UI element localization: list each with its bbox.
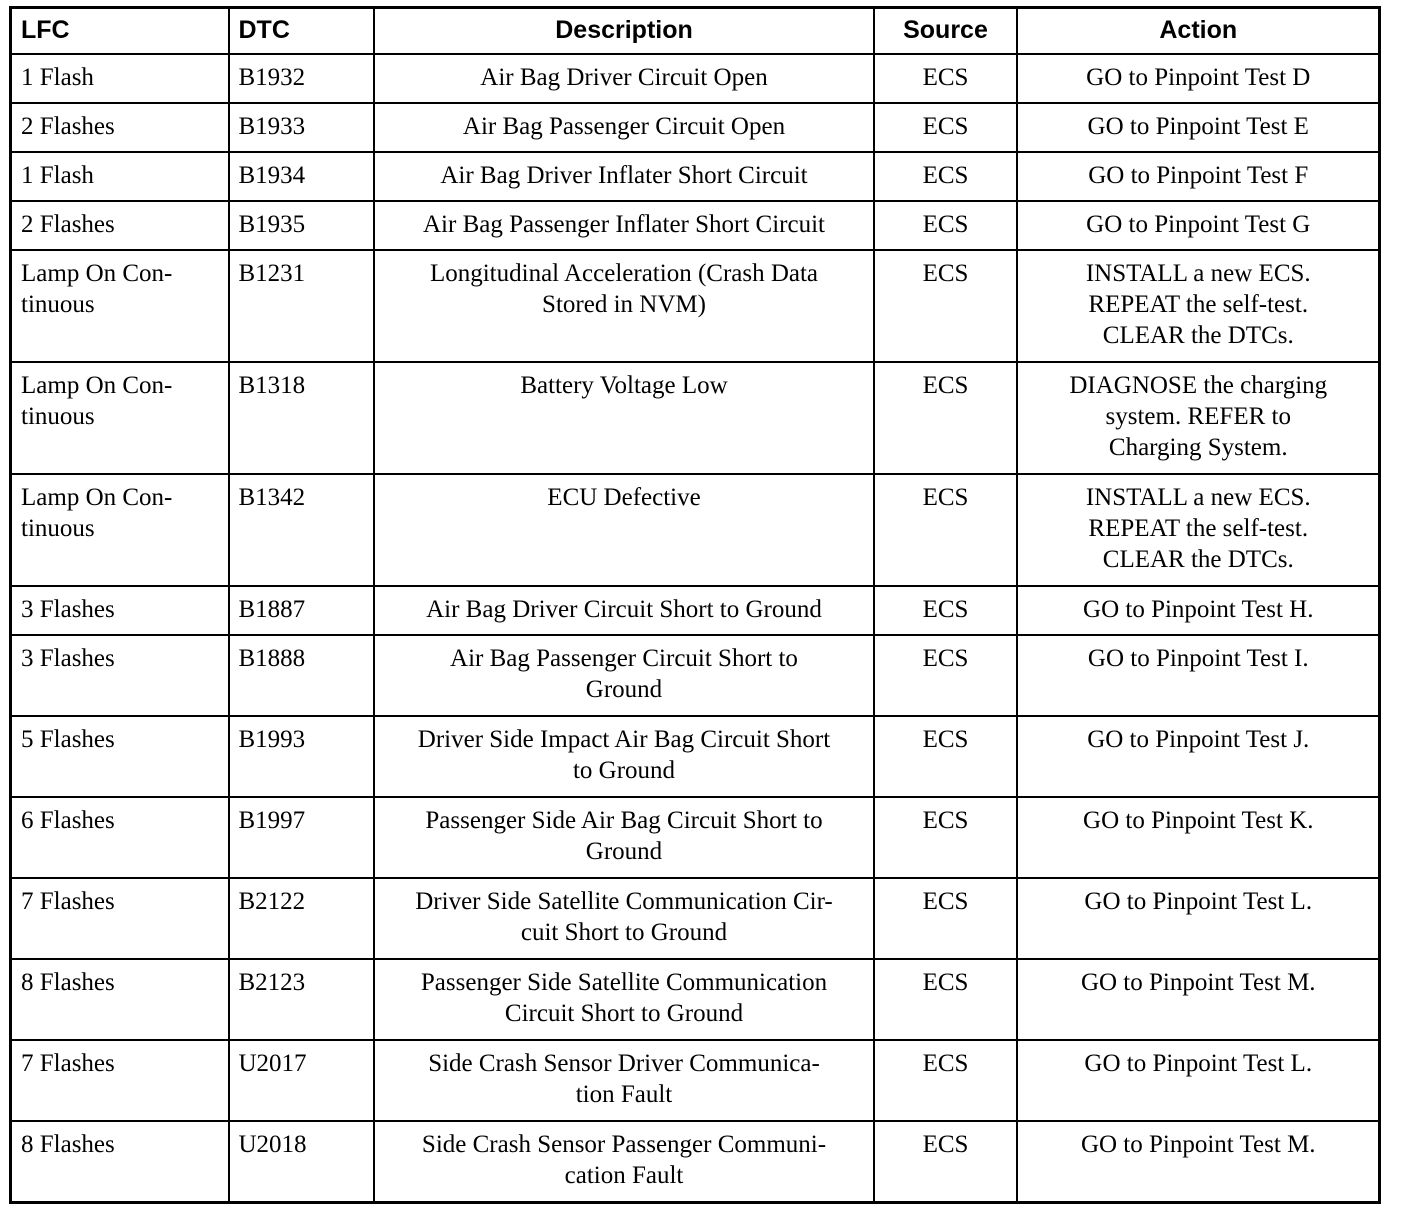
header-description: Description (374, 8, 874, 55)
cell-source-text: ECS (922, 372, 969, 399)
cell-action-text: GO to Pinpoint Test I. (1087, 645, 1309, 672)
cell-action-text: GO to Pinpoint Test E (1087, 113, 1309, 140)
cell-action (1017, 362, 1380, 474)
cell-lfc-text: 3 Flashes (21, 645, 115, 672)
cell-lfc (11, 362, 229, 474)
table-row (11, 152, 1380, 201)
cell-source (874, 586, 1017, 635)
cell-source-text: ECS (922, 1131, 969, 1158)
cell-action (1017, 1040, 1380, 1121)
table-row (11, 635, 1380, 716)
cell-source (874, 1121, 1017, 1202)
cell-description (374, 54, 874, 103)
cell-source (874, 1040, 1017, 1121)
cell-source (874, 250, 1017, 362)
cell-source (874, 362, 1017, 474)
cell-action-text: GO to Pinpoint Test M. (1080, 969, 1316, 996)
cell-source (874, 54, 1017, 103)
cell-description-text: Driver Side Satellite Communication Cir- cuit Short to Ground (415, 888, 833, 946)
cell-lfc-text: Lamp On Con- tinuous (21, 484, 173, 542)
cell-lfc (11, 1121, 229, 1202)
cell-lfc-text: 6 Flashes (21, 807, 115, 834)
cell-description (374, 635, 874, 716)
cell-dtc (229, 959, 374, 1040)
cell-source-text: ECS (922, 645, 969, 672)
cell-action-text: INSTALL a new ECS. REPEAT the self-test. CLEAR the DTCs. (1085, 484, 1311, 573)
cell-source-text: ECS (922, 726, 969, 753)
cell-description-text: Air Bag Driver Circuit Open (480, 64, 768, 91)
cell-description-text: Longitudinal Acceleration (Crash Data Stored in NVM) (429, 260, 819, 318)
table-header-row (11, 8, 1380, 55)
cell-dtc-text: B1935 (238, 211, 306, 238)
cell-action (1017, 716, 1380, 797)
cell-lfc-text: 8 Flashes (21, 1131, 115, 1158)
cell-action-text: GO to Pinpoint Test L. (1084, 1050, 1313, 1077)
cell-description-text: Passenger Side Satellite Communication Circuit Short to Ground (420, 969, 828, 1027)
table-row (11, 959, 1380, 1040)
cell-source-text: ECS (922, 484, 969, 511)
cell-dtc-text: U2018 (238, 1131, 307, 1158)
cell-source (874, 959, 1017, 1040)
cell-source-text: ECS (922, 64, 969, 91)
cell-source-text: ECS (922, 807, 969, 834)
cell-description (374, 474, 874, 586)
cell-lfc (11, 797, 229, 878)
cell-source-text: ECS (922, 113, 969, 140)
cell-dtc (229, 878, 374, 959)
cell-lfc-text: 3 Flashes (21, 596, 115, 623)
cell-source-text: ECS (922, 211, 969, 238)
table-row (11, 797, 1380, 878)
cell-action-text: GO to Pinpoint Test F (1088, 162, 1309, 189)
cell-action-text: DIAGNOSE the charging system. REFER to Charging System. (1069, 372, 1328, 461)
cell-dtc (229, 250, 374, 362)
cell-description-text: Air Bag Passenger Circuit Short to Ground (450, 645, 798, 703)
cell-action (1017, 797, 1380, 878)
cell-dtc-text: B1318 (238, 372, 306, 399)
cell-action (1017, 586, 1380, 635)
cell-lfc-text: 5 Flashes (21, 726, 115, 753)
table-row (11, 586, 1380, 635)
cell-dtc-text: B1932 (238, 64, 306, 91)
cell-description (374, 103, 874, 152)
cell-action (1017, 103, 1380, 152)
cell-action-text: GO to Pinpoint Test K. (1083, 807, 1314, 834)
cell-dtc (229, 152, 374, 201)
cell-description-text: Air Bag Passenger Circuit Open (462, 113, 786, 140)
cell-source (874, 474, 1017, 586)
table-row (11, 54, 1380, 103)
cell-action-text: GO to Pinpoint Test L. (1084, 888, 1313, 915)
cell-action (1017, 959, 1380, 1040)
cell-source (874, 152, 1017, 201)
dtc-table (9, 6, 1381, 1204)
cell-lfc (11, 1040, 229, 1121)
cell-lfc (11, 474, 229, 586)
cell-action-text: GO to Pinpoint Test M. (1080, 1131, 1316, 1158)
header-lfc: LFC (11, 8, 229, 55)
cell-dtc-text: B1993 (238, 726, 306, 753)
table-row (11, 1040, 1380, 1121)
cell-lfc (11, 586, 229, 635)
cell-description (374, 586, 874, 635)
table-row (11, 878, 1380, 959)
cell-source (874, 716, 1017, 797)
cell-dtc (229, 1040, 374, 1121)
cell-description (374, 201, 874, 250)
table-row (11, 362, 1380, 474)
table-row (11, 103, 1380, 152)
cell-dtc (229, 797, 374, 878)
cell-action (1017, 250, 1380, 362)
cell-lfc (11, 103, 229, 152)
cell-action (1017, 152, 1380, 201)
cell-action-text: GO to Pinpoint Test J. (1087, 726, 1310, 753)
cell-dtc-text: B1231 (238, 260, 306, 287)
table-row (11, 250, 1380, 362)
cell-lfc-text: Lamp On Con- tinuous (21, 260, 173, 318)
cell-action (1017, 1121, 1380, 1202)
cell-description-text: Passenger Side Air Bag Circuit Short to Ground (425, 807, 823, 865)
cell-action (1017, 474, 1380, 586)
cell-dtc (229, 103, 374, 152)
cell-lfc (11, 201, 229, 250)
cell-action-text: GO to Pinpoint Test G (1086, 211, 1311, 238)
cell-description (374, 959, 874, 1040)
table-body (11, 54, 1380, 1202)
cell-lfc-text: 1 Flash (21, 162, 94, 189)
cell-description (374, 1040, 874, 1121)
cell-dtc (229, 362, 374, 474)
cell-description (374, 152, 874, 201)
cell-action (1017, 201, 1380, 250)
cell-lfc (11, 716, 229, 797)
cell-description-text: Side Crash Sensor Passenger Communi- cation Fault (421, 1131, 827, 1189)
cell-action (1017, 635, 1380, 716)
table-row (11, 716, 1380, 797)
cell-action (1017, 878, 1380, 959)
cell-source-text: ECS (922, 1050, 969, 1077)
cell-source-text: ECS (922, 162, 969, 189)
cell-lfc (11, 878, 229, 959)
cell-source (874, 797, 1017, 878)
cell-source-text: ECS (922, 596, 969, 623)
cell-dtc-text: B1888 (238, 645, 306, 672)
cell-source-text: ECS (922, 888, 969, 915)
cell-lfc-text: 8 Flashes (21, 969, 115, 996)
cell-dtc-text: U2017 (238, 1050, 307, 1077)
cell-description-text: Air Bag Driver Circuit Short to Ground (426, 596, 822, 623)
cell-dtc (229, 635, 374, 716)
cell-source (874, 201, 1017, 250)
cell-description (374, 1121, 874, 1202)
table-row (11, 1121, 1380, 1202)
cell-description-text: Driver Side Impact Air Bag Circuit Short to Ground (417, 726, 831, 784)
cell-dtc-text: B1887 (238, 596, 306, 623)
cell-source (874, 878, 1017, 959)
cell-lfc-text: 1 Flash (21, 64, 94, 91)
header-source: Source (874, 8, 1017, 55)
cell-description-text: Side Crash Sensor Driver Communica- tion Fault (428, 1050, 820, 1108)
cell-description-text: Air Bag Driver Inflater Short Circuit (440, 162, 808, 189)
cell-lfc-text: Lamp On Con- tinuous (21, 372, 173, 430)
cell-lfc-text: 2 Flashes (21, 211, 115, 238)
cell-dtc-text: B1342 (238, 484, 306, 511)
cell-dtc-text: B1934 (238, 162, 306, 189)
cell-action-text: GO to Pinpoint Test H. (1083, 596, 1314, 623)
cell-lfc-text: 7 Flashes (21, 1050, 115, 1077)
cell-lfc-text: 2 Flashes (21, 113, 115, 140)
cell-source-text: ECS (922, 260, 969, 287)
cell-dtc-text: B2123 (238, 969, 306, 996)
cell-lfc (11, 54, 229, 103)
cell-lfc-text: 7 Flashes (21, 888, 115, 915)
cell-action-text: INSTALL a new ECS. REPEAT the self-test. CLEAR the DTCs. (1085, 260, 1311, 349)
cell-description-text: Air Bag Passenger Inflater Short Circuit (423, 211, 825, 238)
header-action: Action (1017, 8, 1380, 55)
cell-dtc-text: B1933 (238, 113, 306, 140)
cell-dtc-text: B1997 (238, 807, 306, 834)
cell-action-text: GO to Pinpoint Test D (1086, 64, 1311, 91)
table-row (11, 474, 1380, 586)
cell-dtc (229, 716, 374, 797)
cell-dtc (229, 586, 374, 635)
cell-source-text: ECS (922, 969, 969, 996)
cell-dtc (229, 1121, 374, 1202)
cell-source (874, 635, 1017, 716)
cell-description (374, 797, 874, 878)
cell-lfc (11, 152, 229, 201)
cell-dtc (229, 474, 374, 586)
cell-dtc (229, 201, 374, 250)
cell-description (374, 250, 874, 362)
cell-description-text: Battery Voltage Low (520, 372, 728, 399)
cell-description (374, 878, 874, 959)
cell-description (374, 716, 874, 797)
header-dtc: DTC (229, 8, 374, 55)
cell-dtc (229, 54, 374, 103)
cell-lfc (11, 250, 229, 362)
cell-action (1017, 54, 1380, 103)
cell-dtc-text: B2122 (238, 888, 306, 915)
cell-description (374, 362, 874, 474)
cell-lfc (11, 635, 229, 716)
cell-source (874, 103, 1017, 152)
table-row (11, 201, 1380, 250)
cell-description-text: ECU Defective (547, 484, 701, 511)
cell-lfc (11, 959, 229, 1040)
